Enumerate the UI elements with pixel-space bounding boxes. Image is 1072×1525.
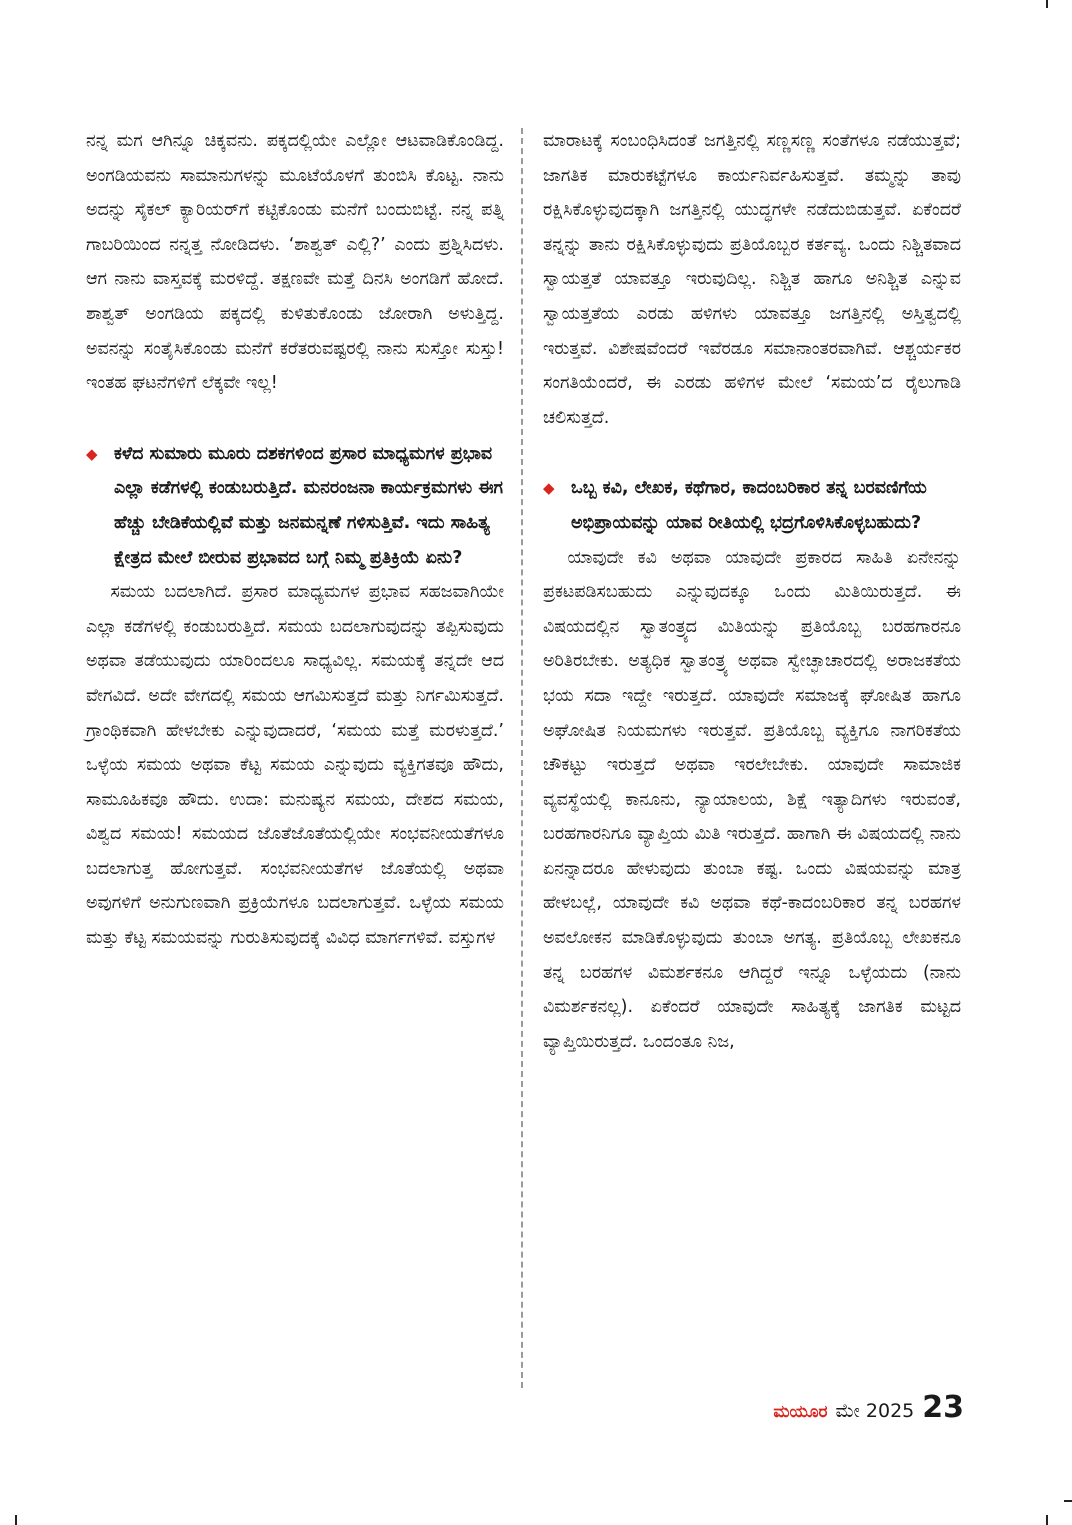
- question-2: [543, 471, 961, 540]
- crop-mark-top-right: [1046, 0, 1048, 8]
- right-column: [543, 124, 961, 1059]
- page-number: 23: [922, 1390, 964, 1425]
- question-1-text: ಕಳೆದ ಸುಮಾರು ಮೂರು ದಶಕಗಳಿಂದ ಪ್ರಸಾರ ಮಾಧ್ಯಮಗಳ ಪ್ರಭಾವ ಎಲ್ಲಾ ಕಡೆಗಳಲ್ಲಿ ಕಂಡುಬರುತ್ತಿದೆ. ಮನರಂಜನಾ ಕಾರ್ಯಕ್ರಮಗಳು ಈಗ ಹೆಚ್ಚು ಬೇಡಿಕೆಯಲ್ಲಿವೆ ಮತ್ತು ಜನಮನ್ನಣೆ ಗಳಿಸುತ್ತಿವೆ. ಇದು ಸಾಹಿತ್ಯ ಕ್ಷೇತ್ರದ ಮೇಲೆ ಬೀರುವ ಪ್ರಭಾವದ ಬಗ್ಗೆ ನಿಮ್ಮ ಪ್ರತಿಕ್ರಿಯೆ ಏನು?: [114, 443, 503, 568]
- answer-2: ಯಾವುದೇ ಕವಿ ಅಥವಾ ಯಾವುದೇ ಪ್ರಕಾರದ ಸಾಹಿತಿ ಏನೇನನ್ನು ಪ್ರಕಟಪಡಿಸಬಹುದು ಎನ್ನುವುದಕ್ಕೂ ಒಂದು ಮಿತಿಯಿರುತ್ತದೆ. ಈ ವಿಷಯದಲ್ಲಿನ ಸ್ವಾತಂತ್ರ್ಯದ ಮಿತಿಯನ್ನು ಪ್ರತಿಯೊಬ್ಬ ಬರಹಗಾರನೂ ಅರಿತಿರಬೇಕು. ಅತ್ಯಧಿಕ ಸ್ವಾತಂತ್ರ್ಯ ಅಥವಾ ಸ್ವೇಚ್ಛಾಚಾರದಲ್ಲಿ ಅರಾಜಕತೆಯ ಭಯ ಸದಾ ಇದ್ದೇ ಇರುತ್ತದೆ. ಯಾವುದೇ ಸಮಾಜಕ್ಕೆ ಘೋಷಿತ ಹಾಗೂ ಅಘೋಷಿತ ನಿಯಮಗಳು ಇರುತ್ತವೆ. ಪ್ರತಿಯೊಬ್ಬ ವ್ಯಕ್ತಿಗೂ ನಾಗರಿಕತೆಯ ಚೌಕಟ್ಟು ಇರುತ್ತದೆ ಅಥವಾ ಇರಲೇಬೇಕು. ಯಾವುದೇ ಸಾಮಾಜಿಕ ವ್ಯವಸ್ಥೆಯಲ್ಲಿ ಕಾನೂನು, ನ್ಯಾಯಾಲಯ, ಶಿಕ್ಷೆ ಇತ್ಯಾದಿಗಳು ಇರುವಂತೆ, ಬರಹಗಾರನಿಗೂ ವ್ಯಾಪ್ತಿಯ ಮಿತಿ ಇರುತ್ತದೆ. ಹಾಗಾಗಿ ಈ ವಿಷಯದಲ್ಲಿ ನಾನು ಏನನ್ನಾದರೂ ಹೇಳುವುದು ತುಂಬಾ ಕಷ್ಟ. ಒಂದು ವಿಷಯವನ್ನು ಮಾತ್ರ ಹೇಳಬಲ್ಲೆ, ಯಾವುದೇ ಕವಿ ಅಥವಾ ಕಥೆ-ಕಾದಂಬರಿಕಾರ ತನ್ನ ಬರಹಗಳ ಅವಲೋಕನ ಮಾಡಿಕೊಳ್ಳುವುದು ತುಂಬಾ ಅಗತ್ಯ. ಪ್ರತಿಯೊಬ್ಬ ಲೇಖಕನೂ ತನ್ನ ಬರಹಗಳ ವಿಮರ್ಶಕನೂ ಆಗಿದ್ದರೆ ಇನ್ನೂ ಒಳ್ಳೆಯದು (ನಾನು ವಿಮರ್ಶಕನಲ್ಲ). ಏಕೆಂದರೆ ಯಾವುದೇ ಸಾಹಿತ್ಯಕ್ಕೆ ಜಾಗತಿಕ ಮಟ್ಟದ ವ್ಯಾಪ್ತಿಯಿರುತ್ತದೆ. ಒಂದಂತೂ ನಿಜ,: [543, 547, 961, 1052]
- right-paragraph-1: ಮಾರಾಟಕ್ಕೆ ಸಂಬಂಧಿಸಿದಂತೆ ಜಗತ್ತಿನಲ್ಲಿ ಸಣ್ಣಸಣ್ಣ ಸಂತೆಗಳೂ ನಡೆಯುತ್ತವೆ; ಜಾಗತಿಕ ಮಾರುಕಟ್ಟೆಗಳೂ ಕಾರ್ಯನಿರ್ವಹಿಸುತ್ತವೆ. ತಮ್ಮನ್ನು ತಾವು ರಕ್ಷಿಸಿಕೊಳ್ಳುವುದಕ್ಕಾಗಿ ಜಗತ್ತಿನಲ್ಲಿ ಯುದ್ಧಗಳೇ ನಡೆದುಬಿಡುತ್ತವೆ. ಏಕೆಂದರೆ ತನ್ನನ್ನು ತಾನು ರಕ್ಷಿಸಿಕೊಳ್ಳುವುದು ಪ್ರತಿಯೊಬ್ಬರ ಕರ್ತವ್ಯ. ಒಂದು ನಿಶ್ಚಿತವಾದ ಸ್ವಾಯತ್ತತೆ ಯಾವತ್ತೂ ಇರುವುದಿಲ್ಲ. ನಿಶ್ಚಿತ ಹಾಗೂ ಅನಿಶ್ಚಿತ ಎನ್ನುವ ಸ್ವಾಯತ್ತತೆಯ ಎರಡು ಹಳಿಗಳು ಯಾವತ್ತೂ ಜಗತ್ತಿನಲ್ಲಿ ಅಸ್ತಿತ್ವದಲ್ಲಿ ಇರುತ್ತವೆ. ವಿಶೇಷವೆಂದರೆ ಇವೆರಡೂ ಸಮಾನಾಂತರವಾಗಿವೆ. ಆಶ್ಚರ್ಯಕರ ಸಂಗತಿಯೆಂದರೆ, ಈ ಎರಡು ಹಳಿಗಳ ಮೇಲೆ ‘ಸಮಯ’ದ ರೈಲುಗಾಡಿ ಚಲಿಸುತ್ತದೆ.: [543, 131, 961, 428]
- crop-mark-bottom-right-h: [1064, 1500, 1072, 1502]
- question-2-text: ಒಬ್ಬ ಕವಿ, ಲೇಖಕ, ಕಥೆಗಾರ, ಕಾದಂಬರಿಕಾರ ತನ್ನ ಬರವಣಿಗೆಯ ಅಭಿಪ್ರಾಯವನ್ನು ಯಾವ ರೀತಿಯಲ್ಲಿ ಭದ್ರಗೊಳಿಸಿಕೊಳ್ಳಬಹುದು?: [571, 478, 927, 533]
- question-1: [86, 437, 504, 575]
- left-paragraph-1: ನನ್ನ ಮಗ ಆಗಿನ್ನೂ ಚಿಕ್ಕವನು. ಪಕ್ಕದಲ್ಲಿಯೇ ಎಲ್ಲೋ ಆಟವಾಡಿಕೊಂಡಿದ್ದ. ಅಂಗಡಿಯವನು ಸಾಮಾನುಗಳನ್ನು ಮೂಟೆಯೊಳಗೆ ತುಂಬಿಸಿ ಕೊಟ್ಟ. ನಾನು ಅದನ್ನು ಸೈಕಲ್ ಕ್ಯಾರಿಯರ್‌ಗೆ ಕಟ್ಟಿಕೊಂಡು ಮನೆಗೆ ಬಂದುಬಿಟ್ಟೆ. ನನ್ನ ಪತ್ನಿ ಗಾಬರಿಯಿಂದ ನನ್ನತ್ತ ನೋಡಿದಳು. ‘ಶಾಶ್ವತ್ ಎಲ್ಲಿ?’ ಎಂದು ಪ್ರಶ್ನಿಸಿದಳು. ಆಗ ನಾನು ವಾಸ್ತವಕ್ಕೆ ಮರಳಿದ್ದೆ. ತಕ್ಷಣವೇ ಮತ್ತೆ ದಿನಸಿ ಅಂಗಡಿಗೆ ಹೋದೆ. ಶಾಶ್ವತ್ ಅಂಗಡಿಯ ಪಕ್ಕದಲ್ಲಿ ಕುಳಿತುಕೊಂಡು ಜೋರಾಗಿ ಅಳುತ್ತಿದ್ದ. ಅವನನ್ನು ಸಂತೈಸಿಕೊಂಡು ಮನೆಗೆ ಕರೆತರುವಷ್ಟರಲ್ಲಿ ನಾನು ಸುಸ್ತೋ ಸುಸ್ತು! ಇಂತಹ ಘಟನೆಗಳಿಗೆ ಲೆಕ್ಕವೇ ಇಲ್ಲ!: [86, 131, 504, 394]
- crop-mark-bottom-left: [15, 1515, 17, 1525]
- spacer: [86, 401, 504, 437]
- issue-date: ಮೇ 2025: [835, 1400, 915, 1422]
- crop-mark-bottom-right-v: [1046, 1515, 1048, 1525]
- red-diamond-bullet-icon: ◆: [543, 479, 555, 498]
- answer-1: ಸಮಯ ಬದಲಾಗಿದೆ. ಪ್ರಸಾರ ಮಾಧ್ಯಮಗಳ ಪ್ರಭಾವ ಸಹಜವಾಗಿಯೇ ಎಲ್ಲಾ ಕಡೆಗಳಲ್ಲಿ ಕಂಡುಬರುತ್ತಿದೆ. ಸಮಯ ಬದಲಾಗುವುದನ್ನು ತಪ್ಪಿಸುವುದು ಅಥವಾ ತಡೆಯುವುದು ಯಾರಿಂದಲೂ ಸಾಧ್ಯವಿಲ್ಲ. ಸಮಯಕ್ಕೆ ತನ್ನದೇ ಆದ ವೇಗವಿದೆ. ಅದೇ ವೇಗದಲ್ಲಿ ಸಮಯ ಆಗಮಿಸುತ್ತದೆ ಮತ್ತು ನಿರ್ಗಮಿಸುತ್ತದೆ. ಗ್ರಾಂಥಿಕವಾಗಿ ಹೇಳಬೇಕು ಎನ್ನುವುದಾದರೆ, ‘ಸಮಯ ಮತ್ತೆ ಮರಳುತ್ತದೆ.’ ಒಳ್ಳೆಯ ಸಮಯ ಅಥವಾ ಕೆಟ್ಟ ಸಮಯ ಎನ್ನುವುದು ವ್ಯಕ್ತಿಗತವೂ ಹೌದು, ಸಾಮೂಹಿಕವೂ ಹೌದು. ಉದಾ: ಮನುಷ್ಯನ ಸಮಯ, ದೇಶದ ಸಮಯ, ವಿಶ್ವದ ಸಮಯ! ಸಮಯದ ಜೊತೆಜೊತೆಯಲ್ಲಿಯೇ ಸಂಭವನೀಯತೆಗಳೂ ಬದಲಾಗುತ್ತ ಹೋಗುತ್ತವೆ. ಸಂಭವನೀಯತೆಗಳ ಜೊತೆಯಲ್ಲಿ ಅಥವಾ ಅವುಗಳಿಗೆ ಅನುಗುಣವಾಗಿ ಪ್ರಕ್ರಿಯೆಗಳೂ ಬದಲಾಗುತ್ತವೆ. ಒಳ್ಳೆಯ ಸಮಯ ಮತ್ತು ಕೆಟ್ಟ ಸಮಯವನ್ನು ಗುರುತಿಸುವುದಕ್ಕೆ ವಿವಿಧ ಮಾರ್ಗಗಳಿವೆ. ವಸ್ತುಗಳ: [86, 582, 504, 949]
- red-diamond-bullet-icon: ◆: [86, 444, 98, 463]
- column-divider: [521, 128, 523, 1388]
- spacer: [543, 435, 961, 471]
- page-footer: [773, 1390, 964, 1425]
- left-column: [86, 124, 504, 956]
- magazine-logo: ಮಯೂರ: [773, 1402, 828, 1422]
